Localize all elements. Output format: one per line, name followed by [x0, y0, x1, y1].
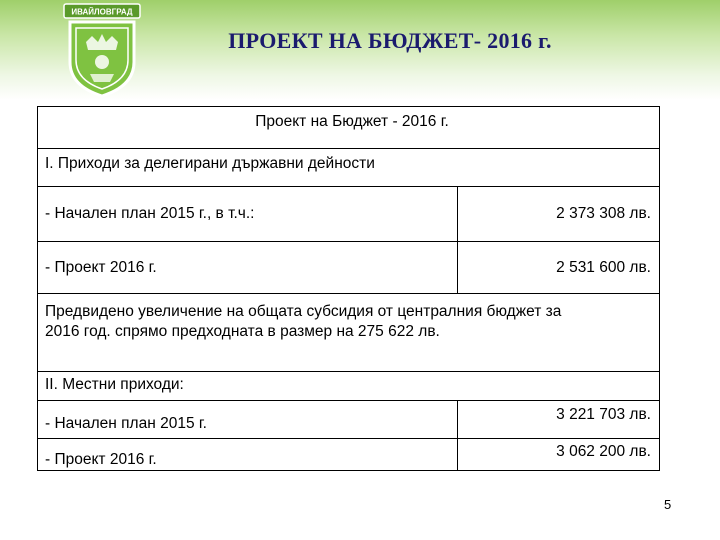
row-value: 3 221 703 лв.	[556, 406, 651, 423]
section1-heading: І. Приходи за делегирани държавни дейности	[45, 155, 375, 172]
table-row	[38, 187, 659, 242]
section1-heading-row	[38, 149, 659, 187]
municipal-coat-of-arms-icon	[60, 2, 144, 98]
row-value: 2 373 308 лв.	[556, 205, 651, 222]
row-value: 2 531 600 лв.	[556, 258, 651, 276]
section2-heading: ІІ. Местни приходи:	[45, 376, 184, 393]
crest-banner-text: ИВАЙЛОВГРАД	[71, 7, 133, 17]
slide-title: ПРОЕКТ НА БЮДЖЕТ- 2016 г.	[228, 28, 552, 53]
table-title-row	[38, 107, 659, 149]
row-value: 3 062 200 лв.	[556, 443, 651, 460]
table-row	[38, 439, 659, 470]
row-label: - Начален план 2015 г.	[38, 401, 458, 438]
note-text	[38, 294, 659, 371]
row-label: - Начален план 2015 г., в т.ч.:	[38, 187, 458, 241]
note-row	[38, 294, 659, 372]
table-row	[38, 242, 659, 294]
row-label: - Проект 2016 г.	[38, 242, 458, 293]
section2-heading-row	[38, 372, 659, 401]
note-line-1: Предвидено увеличение на общата субсидия от централния бюджет за	[45, 303, 562, 320]
page-number: 5	[664, 497, 672, 512]
table-row	[38, 401, 659, 439]
note-line-2: 2016 год. спрямо предходната в размер на 275 622 лв.	[45, 323, 440, 340]
table-title: Проект на Бюджет - 2016 г.	[255, 113, 449, 130]
row-label: - Проект 2016 г.	[38, 439, 458, 470]
budget-table	[37, 106, 660, 471]
